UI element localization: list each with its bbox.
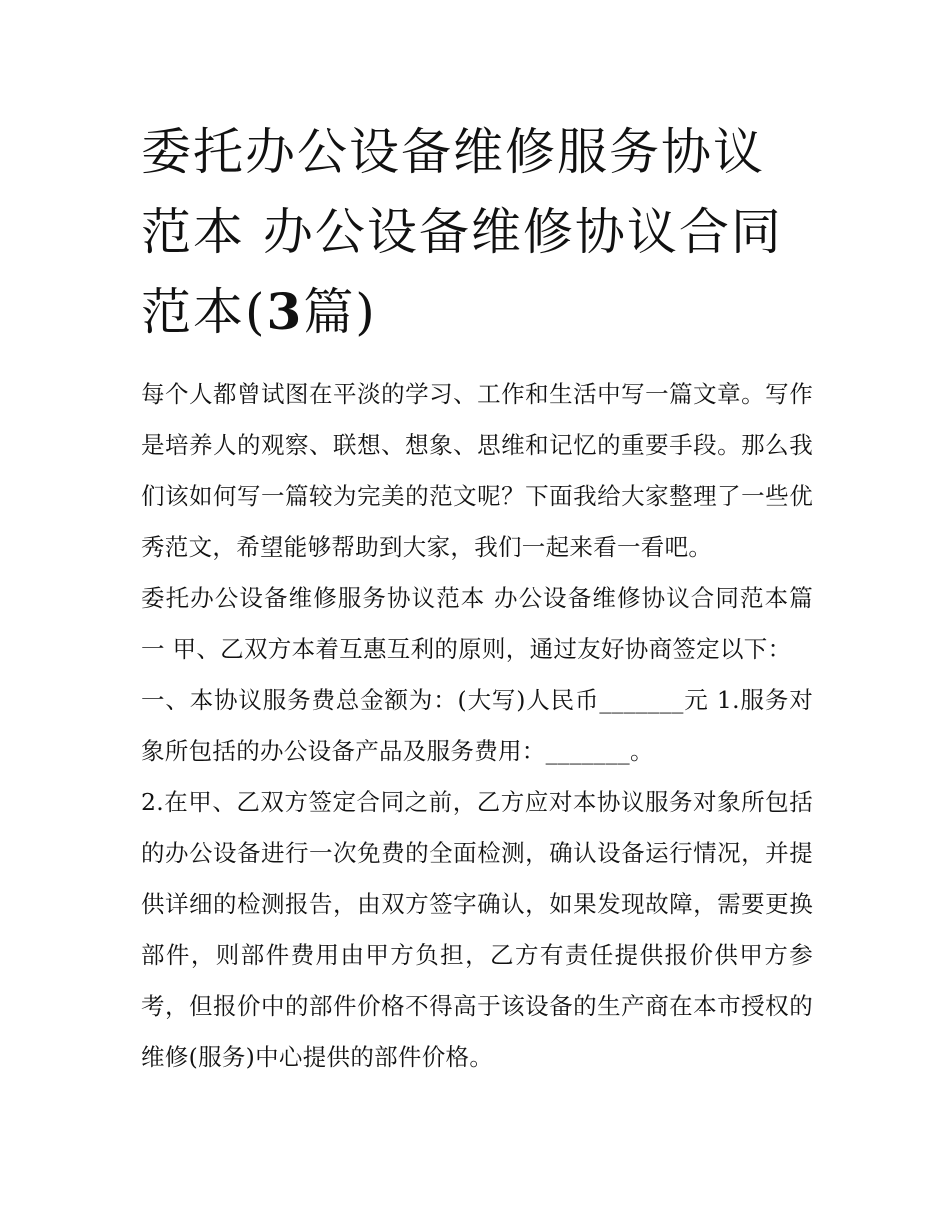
document-page xyxy=(141,112,813,1083)
section-heading-paragraph: 委托办公设备维修服务协议范本 办公设备维修协议合同范本篇一 甲、乙双方本着互惠互利的原则，通过友好协商签定以下： xyxy=(141,584,813,663)
document-body xyxy=(141,369,813,1083)
clause-2-paragraph: 2.在甲、乙双方签定合同之前，乙方应对本协议服务对象所包括的办公设备进行一次免费的全面检测，确认设备运行情况，并提供详细的检测报告，由双方签字确认，如果发现故障，需要更换部件，则部件费用由甲方负担，乙方有责任提供报价供甲方参考，但报价中的部件价格不得高于该设备的生产商在本市授权的维修(服务)中心提供的部件价格。 xyxy=(141,788,813,1071)
clause-1-paragraph: 一、本协议服务费总金额为：(大写)人民币_______元 1.服务对象所包括的办公设备产品及服务费用：_______。 xyxy=(141,686,813,765)
title-count: 3 xyxy=(266,282,304,341)
intro-paragraph: 每个人都曾试图在平淡的学习、工作和生活中写一篇文章。写作是培养人的观察、联想、想象、思维和记忆的重要手段。那么我们该如何写一篇较为完美的范文呢？下面我给大家整理了一些优秀范文，希望能够帮助到大家，我们一起来看一看吧。 xyxy=(141,380,813,561)
document-title: 委托办公设备维修服务协议范本 办公设备维修协议合同范本(3篇) xyxy=(141,123,783,341)
